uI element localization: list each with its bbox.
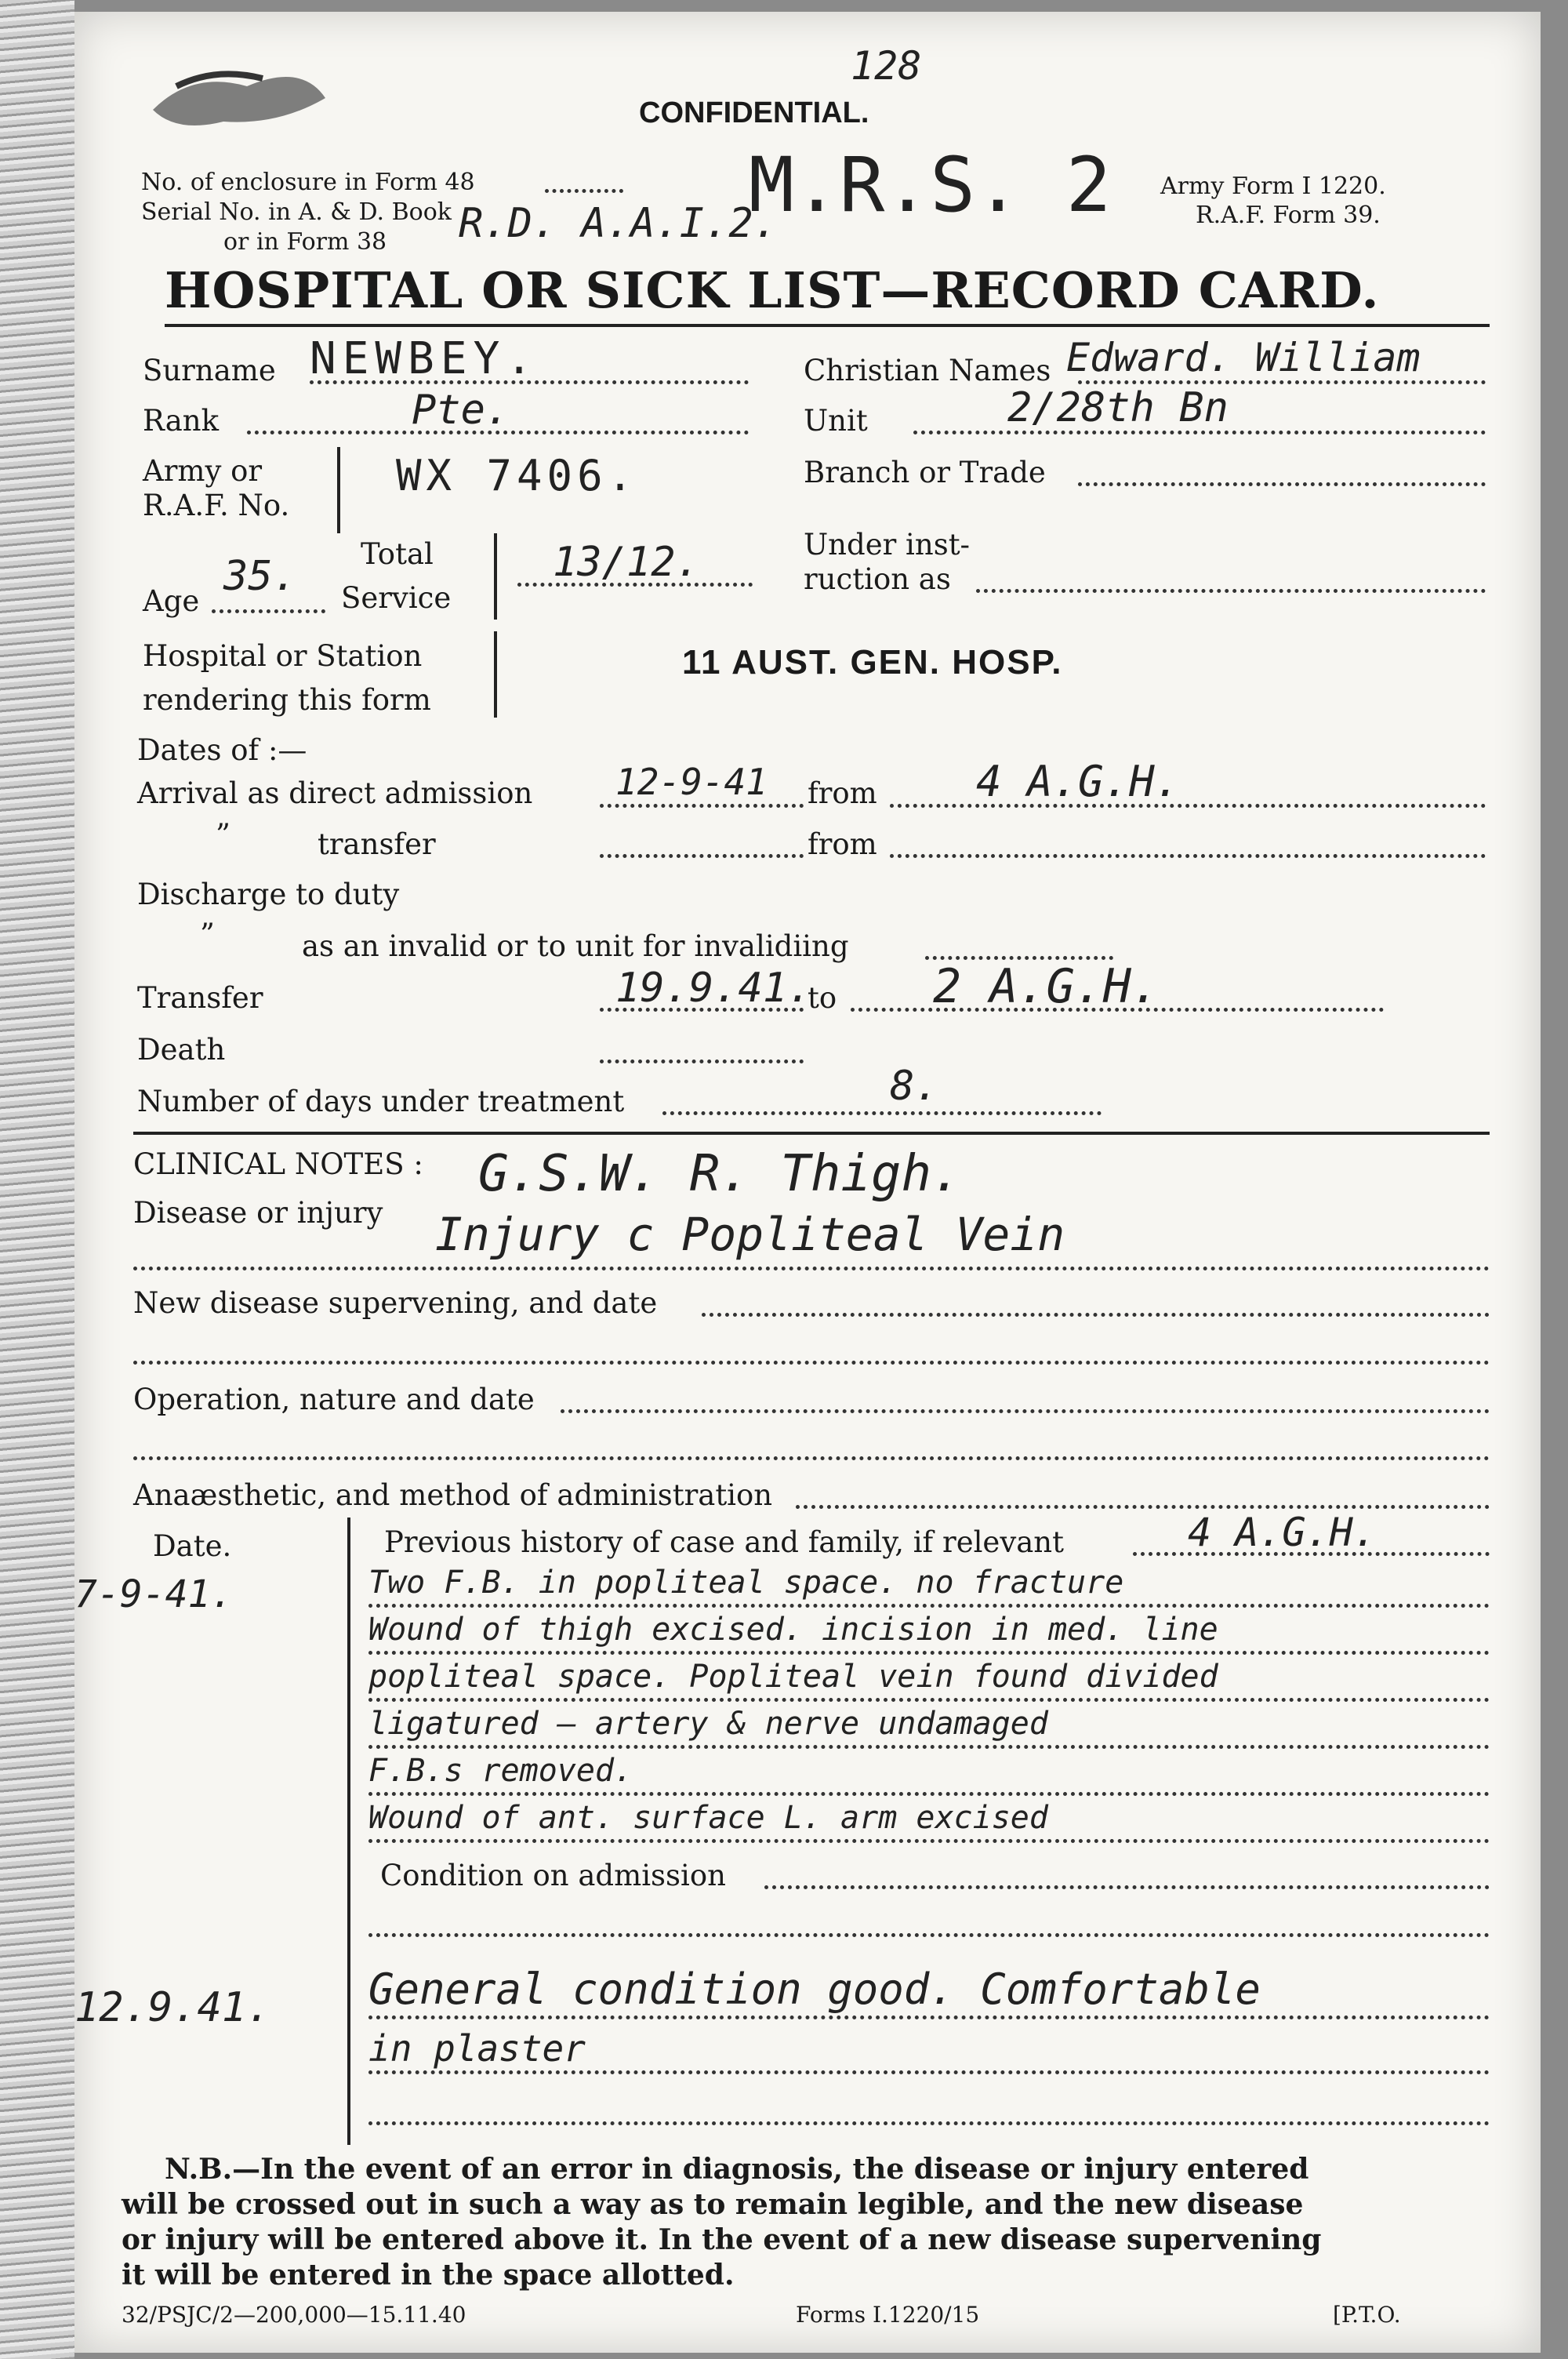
dots [133, 1361, 1490, 1365]
christian-names-label: Christian Names [804, 354, 1051, 387]
surname-value: NEWBEY. [310, 333, 539, 384]
condition-label: Condition on admission [380, 1859, 726, 1892]
anaesthetic-label: Anaæsthetic, and method of administration [133, 1478, 773, 1512]
surname-label: Surname [143, 354, 276, 387]
history-line-5: F.B.s removed. [368, 1753, 633, 1789]
invalid-label: as an invalid or to unit for invalidiing [302, 929, 849, 963]
dots [764, 1885, 1490, 1889]
dots [600, 1060, 804, 1063]
nb-line-4: it will be entered in the space allotted. [122, 2259, 735, 2292]
date-column-label: Date. [153, 1529, 232, 1563]
forms-code: Forms I.1220/15 [796, 2302, 980, 2328]
enclosure-label: No. of enclosure in Form 48 [141, 169, 475, 196]
dots [561, 1409, 1490, 1413]
to-value: 2 A.G.H. [933, 959, 1160, 1014]
from2-label: from [808, 827, 877, 861]
service-label: Service [341, 581, 452, 615]
disease-value: Injury c Popliteal Vein [435, 1208, 1065, 1261]
dots [702, 1313, 1490, 1317]
history-line-3: popliteal space. Popliteal vein found divided [368, 1659, 1218, 1695]
dots [796, 1505, 1490, 1509]
new-disease-label: New disease supervening, and date [133, 1286, 658, 1320]
under-instruction-label-1: Under inst- [804, 528, 971, 562]
days-label: Number of days under treatment [137, 1085, 625, 1118]
brace [494, 631, 497, 718]
from-value: 4 A.G.H. [976, 757, 1181, 806]
army-form: Army Form I 1220. [1160, 173, 1386, 200]
history-line-6: Wound of ant. surface L. arm excised [368, 1800, 1048, 1836]
arrival-value: 12-9-41 [615, 761, 768, 803]
operation-label: Operation, nature and date [133, 1383, 535, 1416]
days-value: 8. [890, 1063, 939, 1110]
ditto-mark-2: ” [200, 918, 215, 951]
clinical-notes-heading: CLINICAL NOTES : [133, 1147, 423, 1181]
dots [368, 1933, 1490, 1937]
scan-edge [0, 0, 74, 2359]
dots [890, 854, 1486, 858]
dots [212, 609, 325, 613]
record-card [74, 12, 1541, 2353]
condition-line-2: in plaster [368, 2027, 586, 2070]
section-rule [133, 1132, 1490, 1135]
rank-label: Rank [143, 404, 220, 438]
unit-value: 2/28th Bn [1007, 384, 1229, 431]
ink-smudge [145, 55, 333, 141]
under-instruction-label-2: ruction as [804, 562, 951, 596]
rank-value: Pte. [412, 387, 510, 434]
army-no-value: WX 7406. [396, 451, 638, 500]
history-date-2: 12.9.41. [74, 1984, 271, 2031]
nb-line-2: will be crossed out in such a way as to remain legible, and the new disease [122, 2188, 1304, 2221]
previous-history-value: 4 A.G.H. [1188, 1510, 1377, 1555]
handwritten-diagnosis: G.S.W. R. Thigh. [478, 1145, 962, 1203]
handwritten-unit: M.R.S. 2 [749, 141, 1112, 229]
service-value: 13/12. [553, 539, 700, 586]
dates-of-label: Dates of :— [137, 733, 307, 767]
from-label: from [808, 776, 877, 810]
transfer-label: transfer [318, 827, 436, 861]
nb-line-1: N.B.—In the event of an error in diagnosis, the disease or injury entered [165, 2153, 1309, 2186]
date-column-rule [347, 1518, 350, 2145]
dots [133, 1267, 1490, 1270]
dots [368, 2121, 1490, 2125]
handwritten-number: 128 [851, 43, 922, 89]
pto: [P.T.O. [1333, 2302, 1401, 2328]
dots [368, 2070, 1490, 2074]
history-date-1: 7-9-41. [74, 1572, 234, 1616]
history-line-2: Wound of thigh excised. incision in med. line [368, 1612, 1218, 1648]
unit-label: Unit [804, 404, 868, 438]
transfer2-label: Transfer [137, 981, 263, 1015]
branch-label: Branch or Trade [804, 456, 1046, 489]
condition-line-1: General condition good. Comfortable [368, 1965, 1261, 2014]
dots [600, 804, 804, 808]
brace [494, 533, 497, 620]
hospital-label-1: Hospital or Station [143, 639, 423, 673]
dots [368, 1745, 1490, 1749]
disease-label: Disease or injury [133, 1196, 383, 1230]
arrival-label: Arrival as direct admission [137, 776, 533, 810]
age-label: Age [143, 584, 200, 618]
christian-names-value: Edward. William [1066, 335, 1421, 380]
handwritten-ref: R.D. A.A.I.2. [459, 200, 778, 247]
dots [368, 1792, 1490, 1796]
death-label: Death [137, 1033, 226, 1067]
nb-line-3: or injury will be entered above it. In the event of a new disease supervening [122, 2223, 1322, 2256]
previous-history-label: Previous history of case and family, if relevant [384, 1525, 1064, 1559]
confidential-title: CONFIDENTIAL. [639, 96, 869, 129]
hospital-label-2: rendering this form [143, 683, 431, 717]
brace [337, 447, 340, 533]
army-no-label-2: R.A.F. No. [143, 489, 290, 522]
dots [976, 589, 1486, 593]
card-title: HOSPITAL OR SICK LIST—RECORD CARD. [165, 261, 1380, 319]
hospital-stamp: 11 AUST. GEN. HOSP. [682, 643, 1063, 682]
serial-label-2: or in Form 38 [223, 228, 387, 256]
dots [662, 1111, 1102, 1115]
dots [368, 1839, 1490, 1843]
army-no-label-1: Army or [143, 454, 263, 488]
raf-form: R.A.F. Form 39. [1196, 202, 1381, 229]
dots [368, 1604, 1490, 1608]
serial-label: Serial No. in A. & D. Book [141, 198, 452, 226]
dots [600, 854, 804, 858]
dots [368, 1651, 1490, 1655]
dots [368, 2016, 1490, 2019]
dots [545, 189, 623, 193]
ditto-mark: ” [216, 818, 230, 852]
print-code: 32/PSJC/2—200,000—15.11.40 [122, 2302, 466, 2328]
total-label: Total [361, 537, 434, 571]
dots [368, 1698, 1490, 1702]
discharge-label: Discharge to duty [137, 878, 400, 911]
title-rule [165, 324, 1490, 327]
history-line-1: Two F.B. in popliteal space. no fracture [368, 1565, 1124, 1601]
transfer2-value: 19.9.41. [615, 965, 812, 1012]
age-value: 35. [223, 553, 297, 600]
dots [1078, 482, 1486, 486]
dots [133, 1456, 1490, 1460]
to-label: to [808, 981, 837, 1015]
history-line-4: ligatured — artery & nerve undamaged [368, 1706, 1048, 1742]
